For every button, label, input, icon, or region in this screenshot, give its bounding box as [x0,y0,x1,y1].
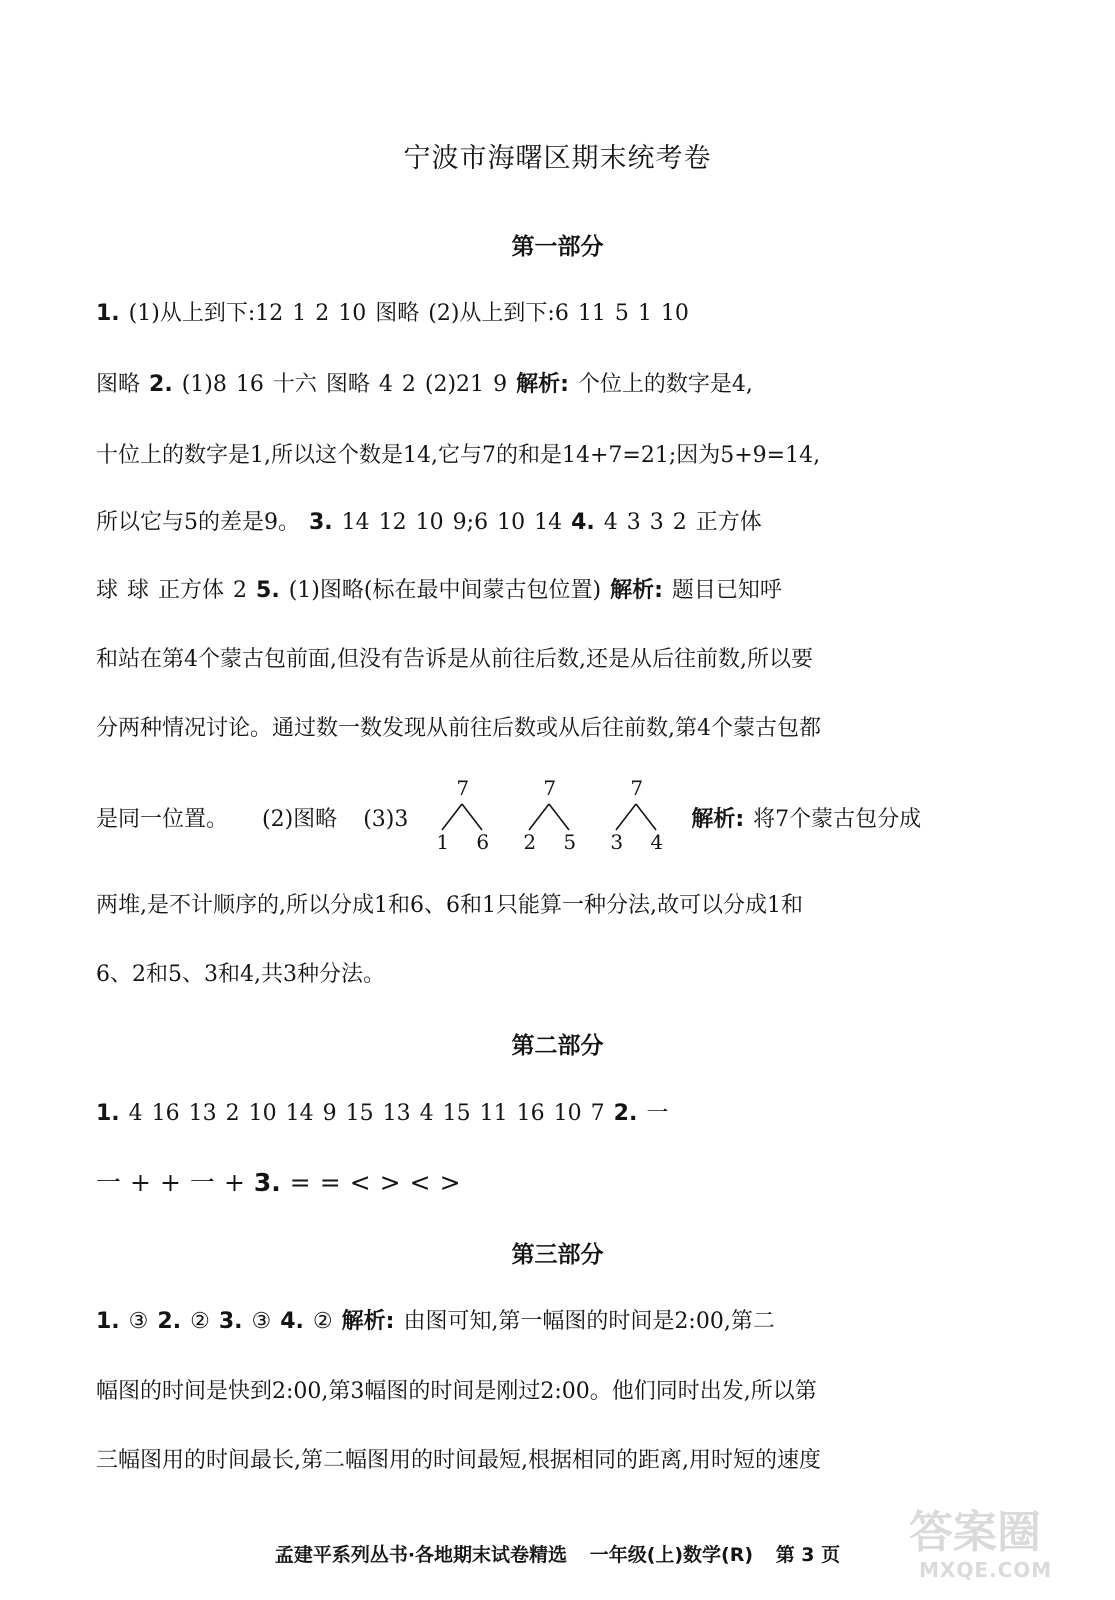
answer-text: 球 [96,578,119,603]
number-bond-lines [436,802,492,832]
answer-text: 图略 [325,372,370,397]
answer-text: ② [312,1309,333,1334]
question-number: 2. [149,372,173,397]
tree-line-text-3: (3)3 [363,807,409,832]
watermark-logo-text: 答案圈 [909,1507,1041,1558]
answer-text: 1 [292,301,307,326]
question-number: 2. [613,1101,638,1126]
site-watermark [903,1496,1093,1586]
answer-text: 2 [233,578,248,603]
question-number: 4. [571,510,595,535]
part1-line-3 [96,438,996,469]
tree-line-text-2: (2)图略 [262,807,338,832]
answer-text: 11 [577,301,606,326]
answer-text: ③ [251,1309,272,1334]
answer-text: 2 [401,372,416,397]
analysis-label: 解析: [691,807,745,832]
answer-text: < [349,1168,371,1197]
question-number: 2. [157,1309,182,1334]
number-bond-left: 3 [610,830,624,854]
answer-text: 正方体 [158,578,225,603]
answer-text: 10 [497,510,526,535]
number-bond-right: 6 [476,830,490,854]
answer-text: = [289,1168,311,1197]
answer-text: 5 [614,301,629,326]
answer-text: 一 [96,1168,122,1197]
question-number: 1. [96,1101,120,1126]
answer-text: 14 [341,510,370,535]
answer-text: 7 [590,1101,605,1126]
answer-text: (2)从上到下:6 [428,301,569,326]
analysis-label: 解析: [610,578,663,603]
answer-text: 9 [322,1101,337,1126]
number-bond-right: 4 [650,830,664,854]
number-bond-1 [436,776,492,854]
analysis-label: 解析: [341,1309,395,1334]
part1-line-6 [96,642,996,673]
number-bond-top: 7 [456,776,470,800]
number-bond-top: 7 [543,776,557,800]
footer-page-number: 第 3 页 [775,1544,841,1566]
answer-text: 三幅图用的时间最长,第二幅图用的时间最短,根据相同的距离,用时短的速度 [96,1448,821,1473]
answer-text: (1)8 [181,372,227,397]
number-bond-left: 1 [436,830,450,854]
answer-text: 2 [672,510,687,535]
part1-line-2 [96,367,996,398]
number-bond-lines [523,802,579,832]
part3-line-1 [96,1304,996,1335]
question-number: 3. [253,1168,281,1197]
number-bond-left: 2 [523,830,537,854]
number-bond-top: 7 [630,776,644,800]
answer-text: 和站在第4个蒙古包前面,但没有告诉是从前往后数,还是从后往前数,所以要 [96,647,813,672]
answer-text: 13 [382,1101,411,1126]
part1-tail-line-1: 两堆,是不计顺序的,所以分成1和6、6和1只能算一种分法,故可以分成1和 [96,893,803,918]
question-number: 3. [218,1309,243,1334]
footer-grade: 一年级(上)数学(R) [589,1544,754,1566]
answer-text: 4 [419,1101,434,1126]
answer-text: 14 [285,1101,314,1126]
answer-text: 16 [151,1101,180,1126]
answer-text: > [439,1168,461,1197]
answer-text: 15 [442,1101,471,1126]
answer-text: (1)从上到下:12 [128,301,284,326]
answer-text: 13 [188,1101,217,1126]
part3-line-2 [96,1374,996,1405]
answer-text: + [159,1168,181,1197]
question-number: 3. [309,510,333,535]
answer-text: 3 [626,510,641,535]
answer-text: 10 [553,1101,582,1126]
answer-text: 15 [345,1101,374,1126]
answer-text: 9;6 [452,510,489,535]
page-title: 宁波市海曙区期末统考卷 [403,143,712,174]
answer-text: ③ [128,1309,149,1334]
part2-heading: 第二部分 [511,1033,604,1059]
answer-text: 由图可知,第一幅图的时间是2:00,第二 [403,1309,775,1334]
answer-text: 10 [415,510,444,535]
answer-text: 10 [660,301,689,326]
answer-text: ② [190,1309,210,1334]
answer-text: 2 [315,301,330,326]
answer-text: 10 [248,1101,277,1126]
answer-text: (1)图略(标在最中间蒙古包位置) [288,578,602,603]
answer-text: 2 [225,1101,240,1126]
answer-text: 1 [637,301,652,326]
answer-text: = [319,1168,341,1197]
answer-text: 16 [235,372,264,397]
answer-text: < [409,1168,431,1197]
answer-text: 一 [189,1168,215,1197]
part1-heading: 第一部分 [511,234,604,260]
number-bond-lines [610,802,666,832]
answer-text: 正方体 [695,510,762,535]
watermark-url: MXQE.COM [919,1558,1053,1582]
answer-text: 幅图的时间是快到2:00,第3幅图的时间是刚过2:00。他们同时出发,所以第 [96,1379,817,1404]
part2-line-1 [96,1096,996,1127]
answer-text: 4 [378,372,393,397]
part1-line-5 [96,573,996,604]
answer-text: 10 [338,301,367,326]
part1-tree-line [96,776,996,860]
answer-text: 图略 [96,372,141,397]
part1-line-1 [96,296,996,327]
question-number: 5. [256,578,280,603]
answer-text: (2)21 [424,372,485,397]
number-bond-right: 5 [563,830,577,854]
answer-text: 4 [603,510,618,535]
number-bond-3 [610,776,666,854]
analysis-label: 解析: [516,372,569,397]
answer-text: 16 [516,1101,545,1126]
answer-text: 3 [649,510,664,535]
answer-text: 图略 [375,301,420,326]
answer-text: 11 [479,1101,508,1126]
question-number: 1. [96,1309,120,1334]
footer-series: 孟建平系列丛书·各地期末试卷精选 [274,1544,568,1566]
tree-line-text-4: 将7个蒙古包分成 [753,807,922,832]
answer-text: 分两种情况讨论。通过数一数发现从前往后数或从后往前数,第4个蒙古包都 [96,716,821,741]
answer-text: + [130,1168,151,1197]
answer-text: 4 [128,1101,143,1126]
answer-text: 12 [378,510,407,535]
answer-text: 个位上的数字是4, [577,372,753,397]
answer-text: 十六 [272,372,317,397]
question-number: 1. [96,301,120,326]
answer-text: 14 [534,510,563,535]
answer-text: 十位上的数字是1,所以这个数是14,它与7的和是14+7=21;因为5+9=14, [96,443,821,468]
part2-line-2 [96,1163,996,1199]
answer-text: > [379,1168,401,1197]
part1-tail-line-2: 6、2和5、3和4,共3种分法。 [96,962,385,987]
answer-text: 球 [127,578,150,603]
part3-line-3 [96,1443,996,1474]
part3-heading: 第三部分 [511,1242,604,1268]
part1-line-7 [96,711,996,742]
answer-text: 9 [493,372,508,397]
answer-text: 所以它与5的差是9。 [96,510,300,535]
answer-text: 题目已知呼 [671,578,782,603]
answer-text: + [223,1168,245,1197]
number-bond-2 [523,776,579,854]
answer-text: 一 [646,1101,669,1126]
tree-line-text-1: 是同一位置。 [96,807,229,832]
question-number: 4. [280,1309,304,1334]
part1-line-4 [96,505,996,536]
